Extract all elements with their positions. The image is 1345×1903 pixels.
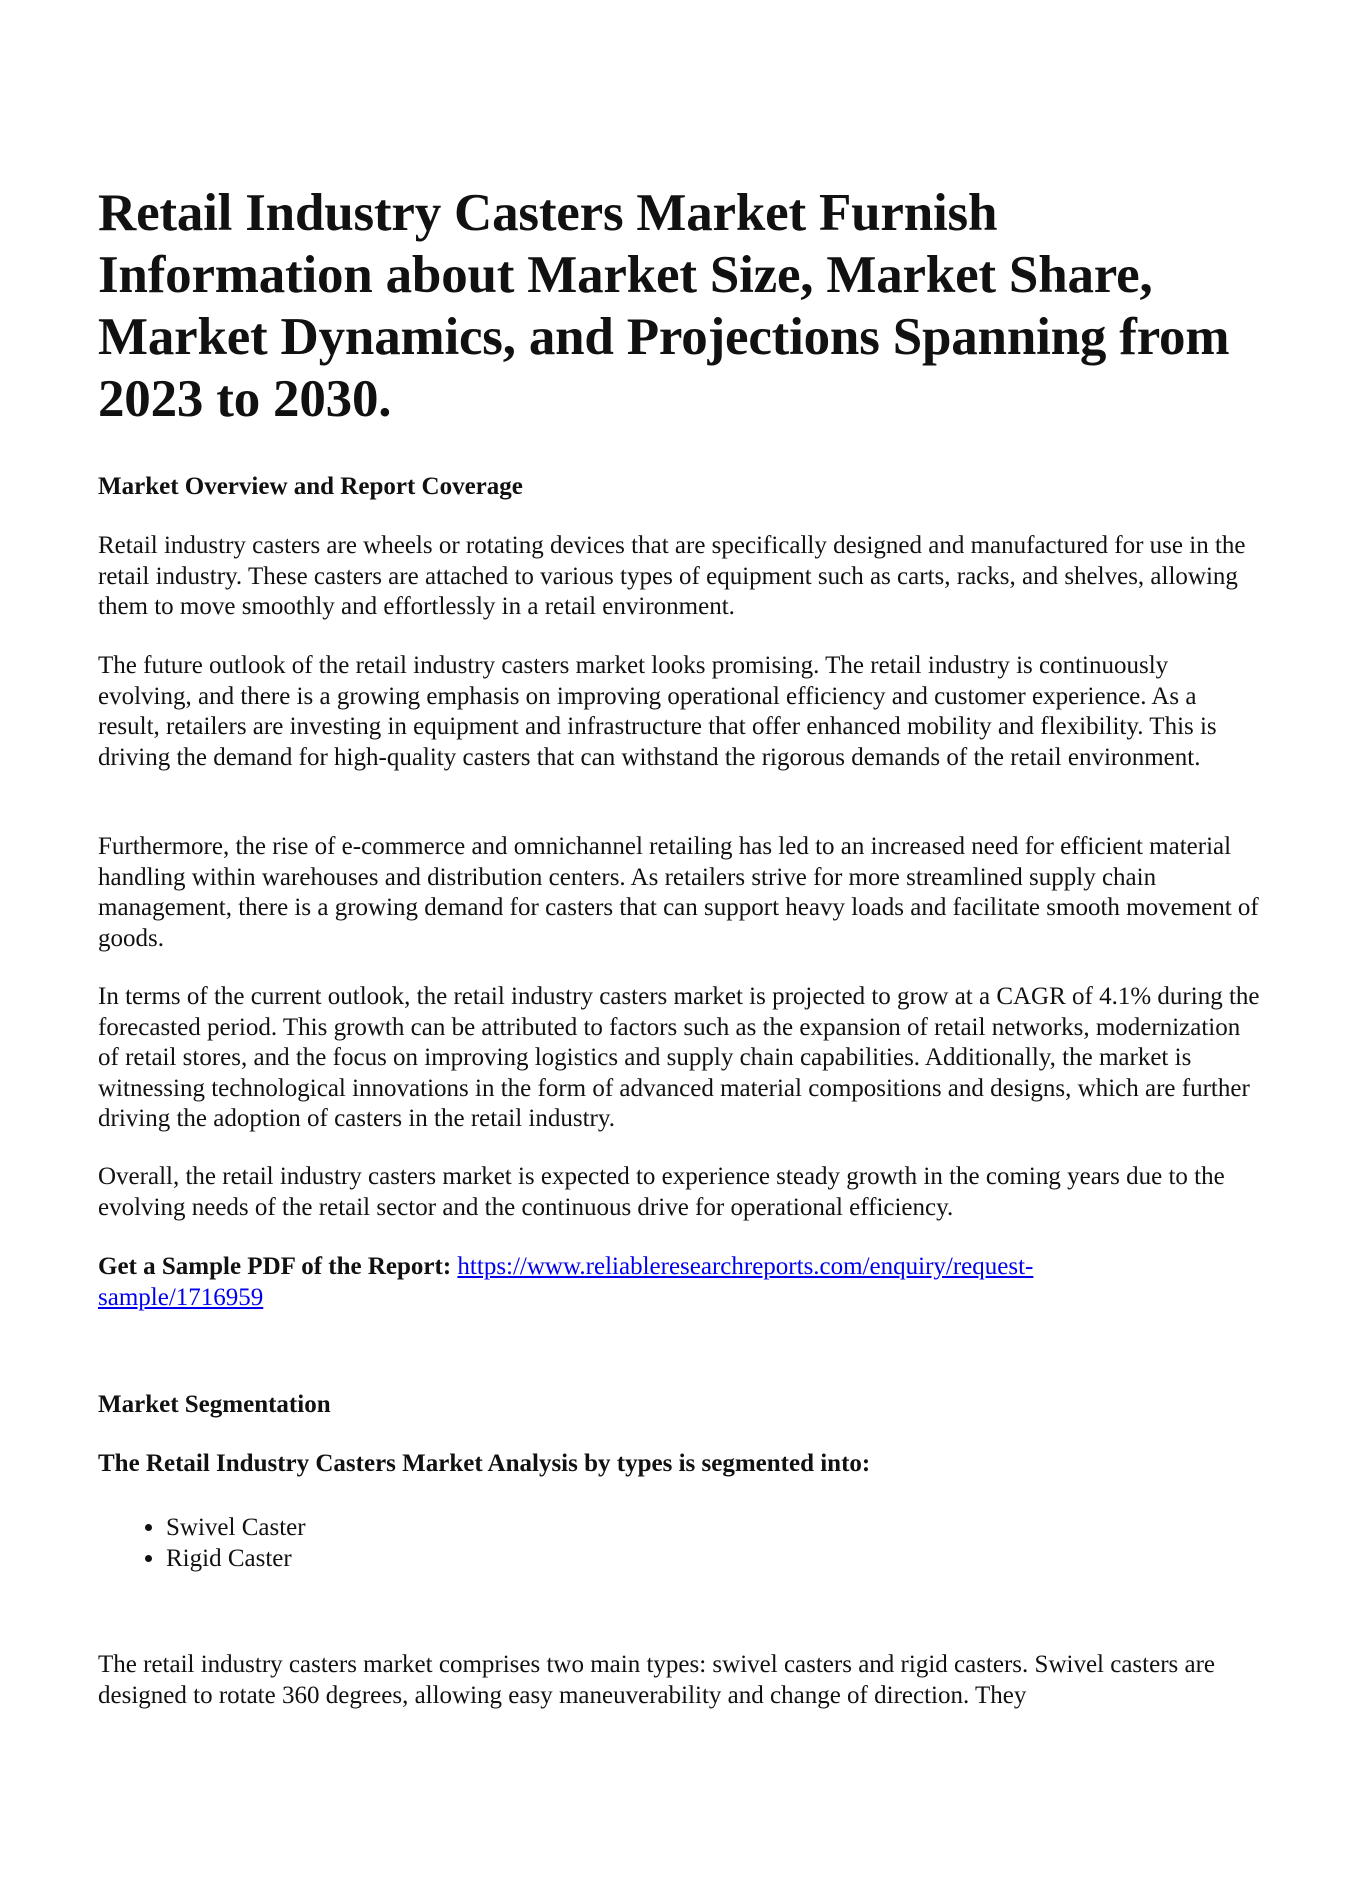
overview-paragraph-5: Overall, the retail industry casters market is expected to experience steady growth in the coming years due to the evolving needs of the retail sector and the continuous drive for operational efficiency. bbox=[98, 1163, 1225, 1221]
segmentation-heading: Market Segmentation bbox=[98, 1391, 331, 1418]
overview-paragraph-3: Furthermore, the rise of e-commerce and omnichannel retailing has led to an increased need for efficient material handling within warehouses and distribution centers. As retailers strive for more streamlined supply chain management, there is a growing demand for casters that can support heavy loads and facilitate smooth movement of goods. bbox=[98, 833, 1259, 952]
sample-pdf-link[interactable]: https://www.reliableresearchreports.com/enquiry/request-sample/1716959 bbox=[98, 1253, 1034, 1311]
type-item-rigid-caster: • Rigid Caster bbox=[166, 1543, 306, 1574]
overview-paragraph-1: Retail industry casters are wheels or rotating devices that are specifically designed and manufactured for use in the retail industry. These casters are attached to various types of equipment such as carts, racks, and shelves, allowing them to move smoothly and effortlessly in a retail environment. bbox=[98, 532, 1246, 620]
segmentation-paragraph: The retail industry casters market comprises two main types: swivel casters and rigid casters. Swivel casters are designed to rotate 360 degrees, allowing easy maneuverability and change of direction. They bbox=[98, 1651, 1216, 1709]
overview-heading: Market Overview and Report Coverage bbox=[98, 473, 523, 500]
sample-pdf-line bbox=[98, 1252, 1158, 1313]
overview-paragraph-2: The future outlook of the retail industry casters market looks promising. The retail industry is continuously evolving, and there is a growing emphasis on improving operational efficiency and customer experience. As a result, retailers are investing in equipment and infrastructure that offer enhanced mobility and flexibility. This is driving the demand for high-quality casters that can withstand the rigorous demands of the retail environment. bbox=[98, 652, 1217, 771]
overview-paragraph-4: In terms of the current outlook, the retail industry casters market is projected to grow at a CAGR of 4.1% during the forecasted period. This growth can be attributed to factors such as the expansion of retail networks, modernization of retail stores, and the focus on improving logistics and supply chain capabilities. Additionally, the market is witnessing technological innovations in the form of advanced material compositions and designs, which are further driving the adoption of casters in the retail industry. bbox=[98, 983, 1260, 1132]
types-list bbox=[98, 1512, 306, 1574]
type-item-swivel-caster: • Swivel Caster bbox=[166, 1512, 306, 1543]
segmentation-subheading: The Retail Industry Casters Market Analysis by types is segmented into: bbox=[98, 1450, 871, 1477]
document-title: Retail Industry Casters Market Furnish Information about Market Size, Market Share, Market Dynamics, and Projections Spanning from 2023 to 2030. bbox=[98, 184, 1230, 428]
sample-pdf-label: Get a Sample PDF of the Report: bbox=[98, 1253, 452, 1280]
